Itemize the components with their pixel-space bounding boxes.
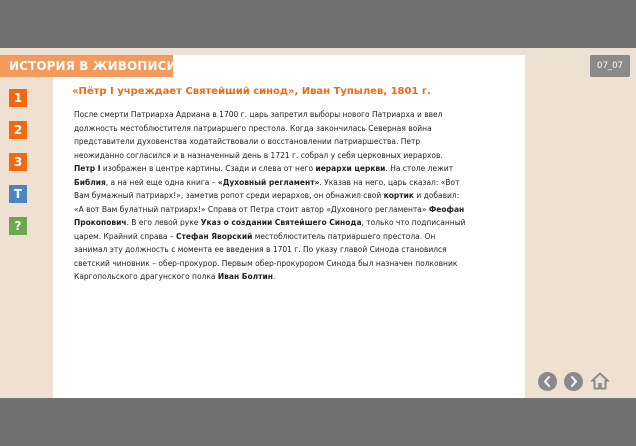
section-3-button[interactable]: 3 <box>9 153 27 171</box>
article-bold: Иван Болтин <box>217 272 273 281</box>
section-1-button[interactable]: 1 <box>9 89 27 107</box>
article-text <box>74 108 469 284</box>
bottom-band <box>0 398 636 446</box>
question-button[interactable]: ? <box>9 217 27 235</box>
top-band <box>0 0 636 48</box>
section-title: ИСТОРИЯ В ЖИВОПИСИ <box>0 55 173 77</box>
article-text-run: , только что подписанный царем. Крайний справа – <box>74 218 466 241</box>
prev-button[interactable] <box>538 372 557 391</box>
home-icon <box>590 371 610 391</box>
article-text-run: . В его левой руке <box>126 218 201 227</box>
article-text-run: местоблюститель патриаршего престола. Он занимал эту должность с момента ее введения в 1701 г. По указу главой Синода становился светский чиновник – обер-прокурор. Первым обер-прокурором Синода был назначен полковник Каргопольского драгунского полка <box>74 231 458 281</box>
article-text-run: изображен в центре картины. Сзади и слева от него <box>100 164 316 173</box>
article-bold: Библия <box>74 177 106 187</box>
article-heading: «Пётр I учреждает Святейший синод», Иван Тупылев, 1801 г. <box>72 86 431 97</box>
article-text-run: . <box>272 272 276 281</box>
chevron-right-icon <box>564 372 583 391</box>
section-2-button[interactable]: 2 <box>9 121 27 139</box>
chevron-left-icon <box>538 372 557 391</box>
home-button[interactable] <box>590 371 610 391</box>
page-code: 07_07 <box>590 55 630 77</box>
article-text-run: , а на ней еще одна книга – <box>105 177 218 187</box>
article-bold: Петр I <box>74 164 101 173</box>
article-paragraph-2 <box>74 162 469 284</box>
article-bold: кортик <box>383 191 414 200</box>
article-bold: иерархи церкви <box>315 164 386 173</box>
article-bold: «Духовный регламент» <box>217 177 320 187</box>
article-text-run: . На столе лежит <box>385 164 454 173</box>
article-paragraph-1: После смерти Патриарха Адриана в 1700 г. царь запретил выборы нового Патриарха и ввел должность местоблюстителя патриаршего престола. Когда закончилась Северная война представители духовенства ходатайствовали о восстановлении патриаршества. Петр неожиданно согласился и в назначенный день в 1721 г. собрал у себя церковных иерархов. <box>74 110 443 160</box>
article-bold: Феофан Прокопович <box>74 204 465 227</box>
next-button[interactable] <box>564 372 583 391</box>
article-text-run: и добавил: «А вот Вам булатный патриарх!» Справа от Петра стоит автор «Духовного регламента» <box>74 191 460 214</box>
article-text-run: . Указав на него, царь сказал: «Вот Вам бумажный патриарх!», заметив ропот среди иерархов, он обнажил свой <box>74 177 460 200</box>
article-bold: Стефан Яворский <box>176 231 253 241</box>
article-bold: Указ о создании Святейшего Синода <box>200 218 362 227</box>
test-button[interactable]: T <box>9 185 27 203</box>
